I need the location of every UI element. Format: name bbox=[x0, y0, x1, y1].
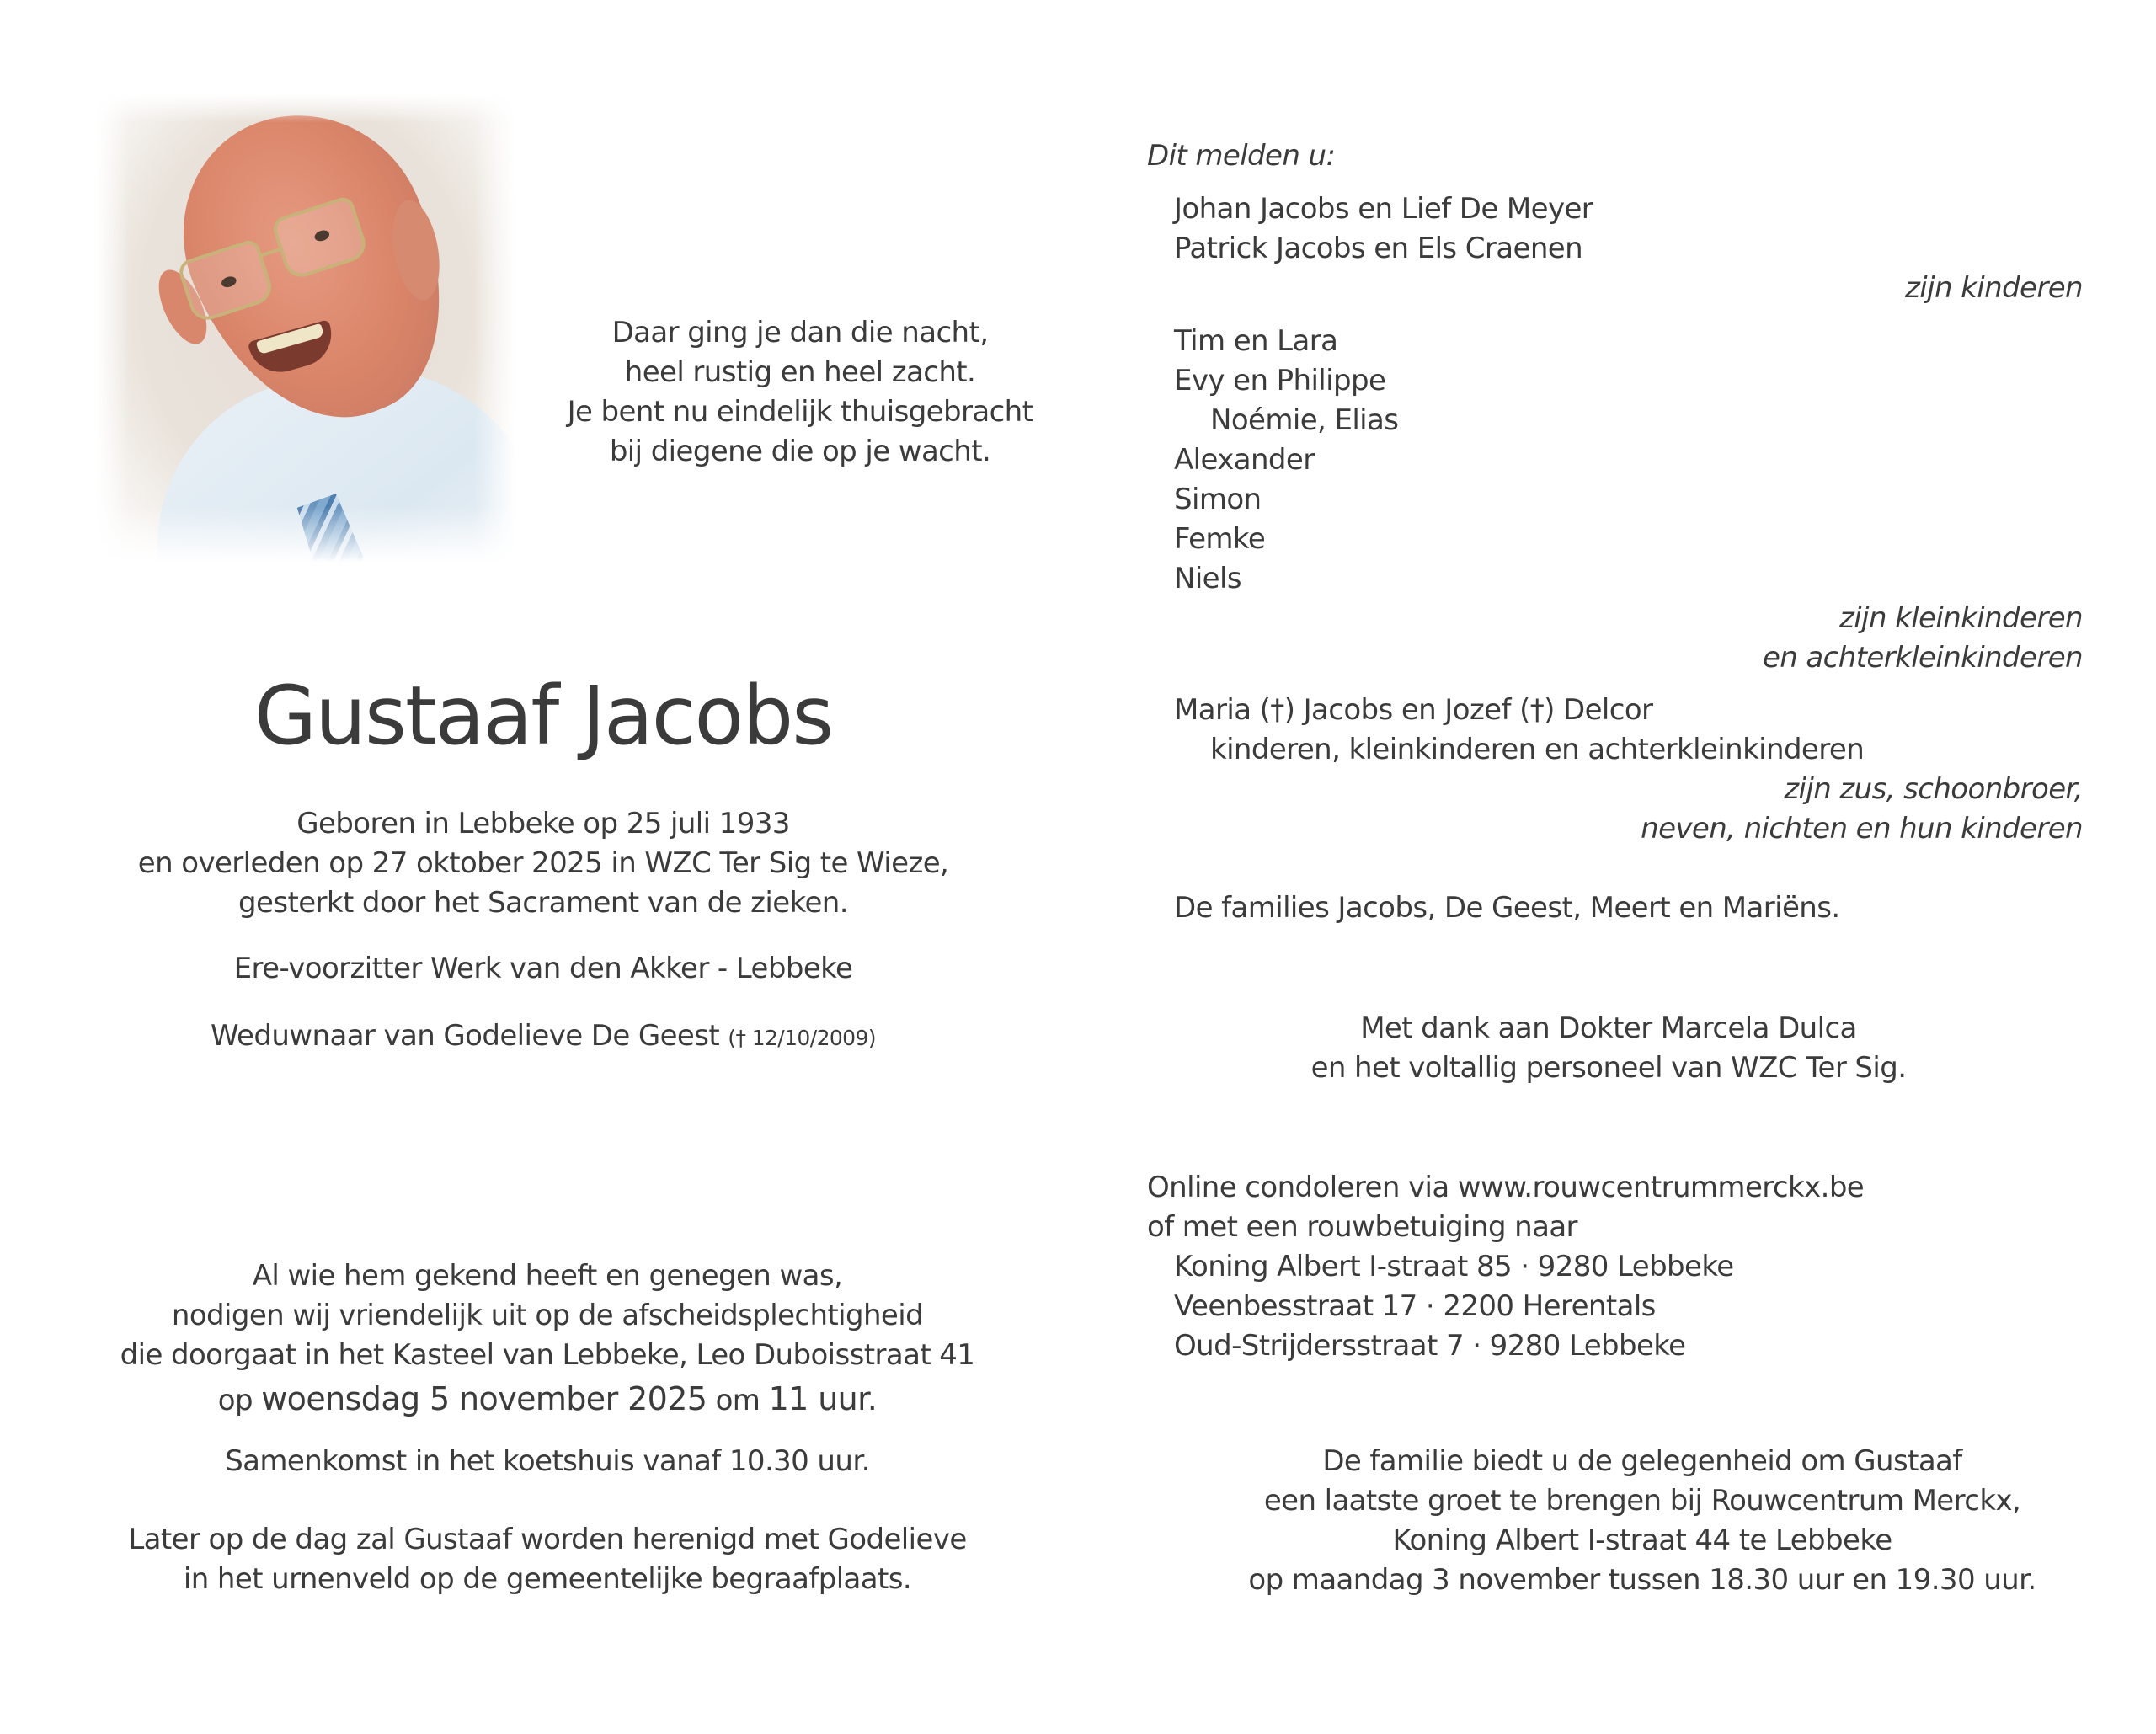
grandchild-entry: Evy en Philippe bbox=[1174, 364, 1386, 397]
visitation-line: Koning Albert I-straat 44 te Lebbeke bbox=[1392, 1523, 1892, 1557]
condolence-mail-line: of met een rouwbetuiging naar bbox=[1147, 1210, 1577, 1244]
address-line: Koning Albert I-straat 85 · 9280 Lebbeke bbox=[1174, 1250, 1734, 1283]
invite-line: Al wie hem gekend heeft en genegen was, bbox=[252, 1259, 843, 1293]
widower-date: († 12/10/2009) bbox=[728, 1026, 876, 1050]
grandchildren-label: zijn kleinkinderen bbox=[1839, 601, 2083, 635]
sister-label: zijn zus, schoonbroer, bbox=[1784, 772, 2083, 806]
announcement-intro: Dit melden u: bbox=[1147, 139, 1336, 173]
invite-line: nodigen wij vriendelijk uit op de afscheidsplechtigheid bbox=[171, 1299, 924, 1332]
ceremony-date: woensdag 5 november 2025 bbox=[261, 1380, 707, 1417]
visitation-line: De familie biedt u de gelegenheid om Gustaaf bbox=[1322, 1444, 1962, 1478]
portrait-photo bbox=[95, 94, 516, 563]
sister-line: Maria (†) Jacobs en Jozef (†) Delcor bbox=[1174, 693, 1653, 727]
sister-sub-line: kinderen, kleinkinderen en achterkleinkinderen bbox=[1210, 733, 1865, 766]
deceased-name: Gustaaf Jacobs bbox=[253, 669, 833, 763]
address-line: Oud-Strijdersstraat 7 · 9280 Lebbeke bbox=[1174, 1329, 1686, 1363]
grandchild-entry: Alexander bbox=[1174, 443, 1315, 477]
grandchild-entry: Niels bbox=[1174, 562, 1241, 595]
thanks-line: Met dank aan Dokter Marcela Dulca bbox=[1360, 1011, 1857, 1045]
thanks-line: en het voltallig personeel van WZC Ter Sig. bbox=[1310, 1051, 1907, 1085]
poem-line: Daar ging je dan die nacht, bbox=[611, 316, 989, 349]
great-grandchild-entry: Noémie, Elias bbox=[1210, 403, 1399, 437]
invite-line: die doorgaat in het Kasteel van Lebbeke, Leo Duboisstraat 41 bbox=[120, 1338, 975, 1372]
burial-line: in het urnenveld op de gemeentelijke begraafplaats. bbox=[183, 1562, 912, 1596]
grandchild-entry: Femke bbox=[1174, 522, 1266, 556]
sacrament-line: gesterkt door het Sacrament van de zieken. bbox=[238, 886, 848, 920]
children-label: zijn kinderen bbox=[1905, 271, 2083, 305]
widower-text: Weduwnaar van Godelieve De Geest bbox=[211, 1019, 720, 1053]
gathering-info: Samenkomst in het koetshuis vanaf 10.30 uur. bbox=[225, 1444, 870, 1478]
honorary-title: Ere-voorzitter Werk van den Akker - Lebbeke bbox=[233, 952, 853, 985]
date-prefix: op bbox=[217, 1384, 253, 1417]
poem-line: bij diegene die op je wacht. bbox=[609, 435, 991, 468]
child-entry: Patrick Jacobs en Els Craenen bbox=[1174, 232, 1583, 265]
visitation-line: een laatste groet te brengen bij Rouwcentrum Merckx, bbox=[1263, 1484, 2021, 1518]
poem-line: heel rustig en heel zacht. bbox=[624, 355, 976, 389]
grandchild-entry: Tim en Lara bbox=[1174, 324, 1338, 358]
burial-line: Later op de dag zal Gustaaf worden herenigd met Godelieve bbox=[128, 1523, 967, 1556]
grandchild-entry: Simon bbox=[1174, 483, 1262, 516]
website-link[interactable]: www.rouwcentrummerckx.be bbox=[1457, 1171, 1865, 1204]
condolence-online-line bbox=[1147, 1168, 1864, 1208]
child-entry: Johan Jacobs en Lief De Meyer bbox=[1174, 192, 1593, 226]
sister-label: neven, nichten en hun kinderen bbox=[1641, 812, 2083, 846]
ceremony-date-line bbox=[101, 1378, 994, 1422]
condolence-prefix: Online condoleren via bbox=[1147, 1171, 1458, 1204]
address-line: Veenbesstraat 17 · 2200 Herentals bbox=[1174, 1289, 1656, 1323]
ceremony-time: 11 uur. bbox=[768, 1380, 878, 1417]
poem-line: Je bent nu eindelijk thuisgebracht bbox=[567, 395, 1033, 429]
date-mid: om bbox=[715, 1384, 760, 1417]
birth-line: Geboren in Lebbeke op 25 juli 1933 bbox=[296, 807, 790, 840]
grandchildren-label: en achterkleinkinderen bbox=[1762, 641, 2083, 675]
death-line: en overleden op 27 oktober 2025 in WZC Ter Sig te Wieze, bbox=[137, 846, 949, 880]
visitation-line: op maandag 3 november tussen 18.30 uur en 19.30 uur. bbox=[1248, 1563, 2036, 1597]
widower-line bbox=[109, 1016, 977, 1058]
families-line: De families Jacobs, De Geest, Meert en Mariëns. bbox=[1174, 891, 1840, 925]
